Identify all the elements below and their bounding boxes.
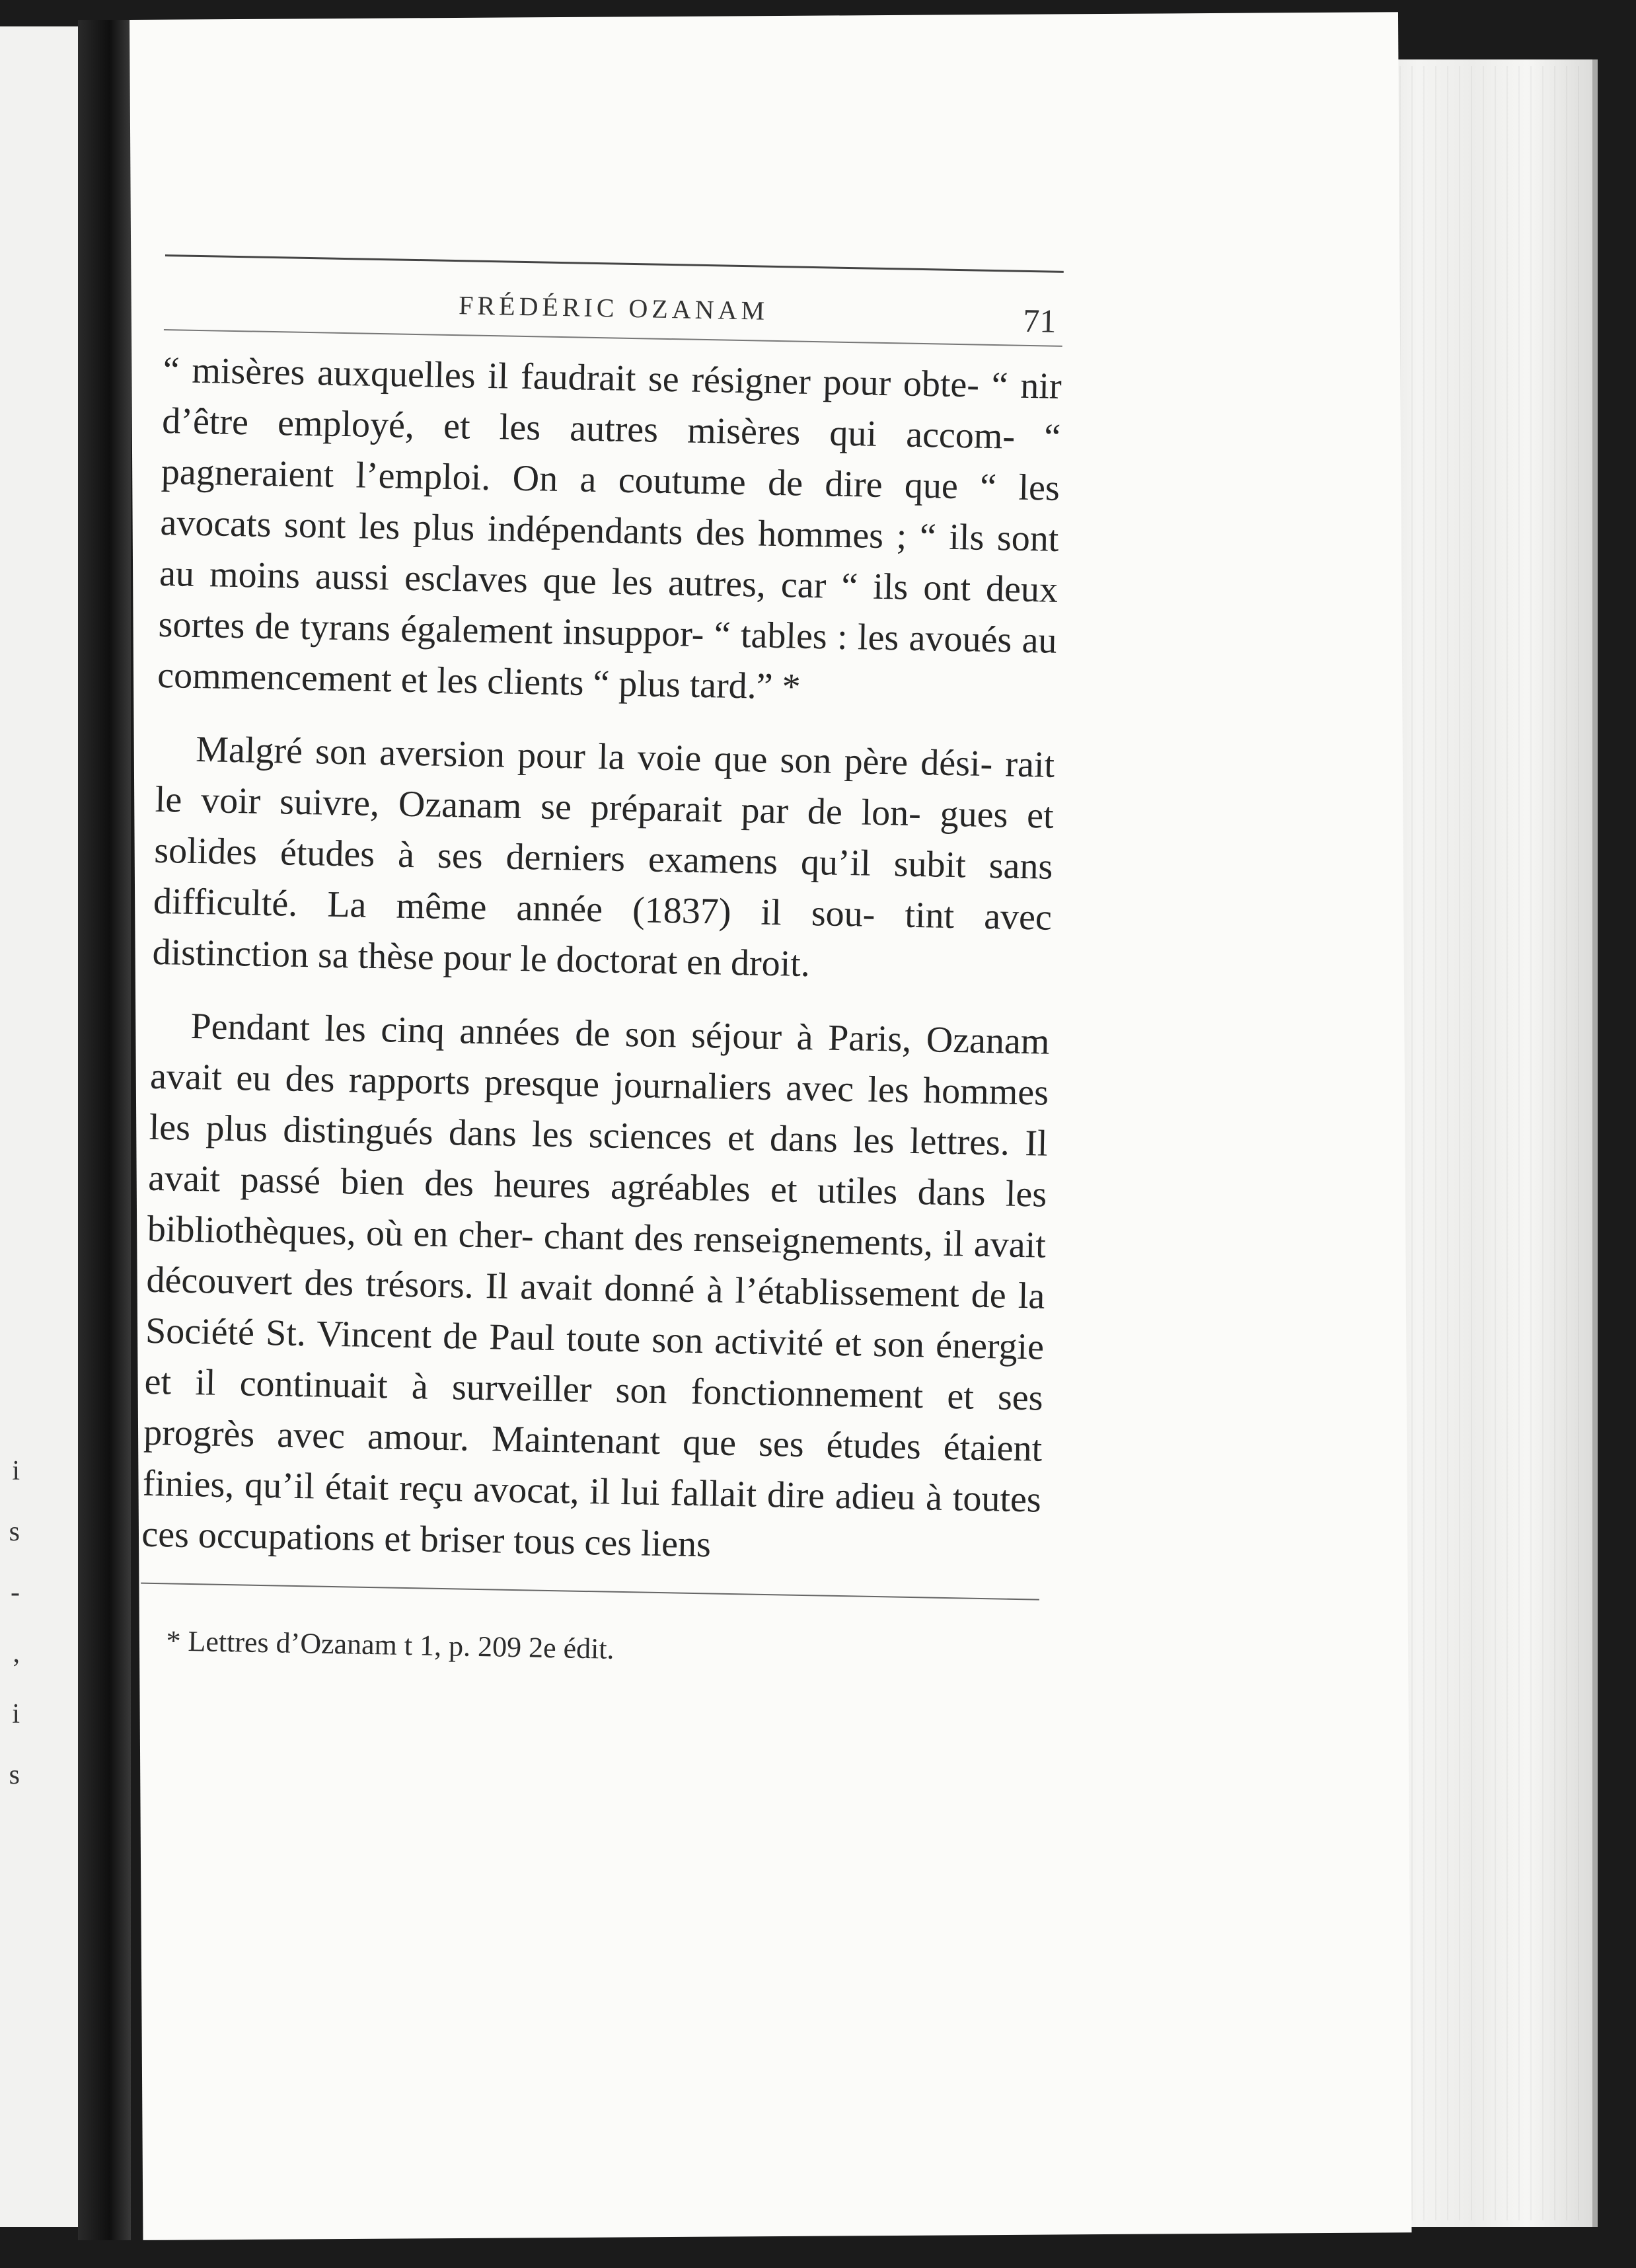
page-stack-lines	[1388, 66, 1579, 2220]
book-gutter	[78, 20, 131, 2240]
margin-fragment: ,	[13, 1638, 20, 1669]
margin-fragment: i	[12, 1699, 20, 1729]
footnote: * Lettres d’Ozanam t 1, p. 209 2e édit.	[166, 1624, 615, 1665]
previous-page-margin-text	[0, 1441, 20, 1805]
paragraph: Malgré son aversion pour la voie que son père dési- rait le voir suivre, Ozanam se préparait par de lon- gues et solides études à ses derniers examens qu’il subit sans difficulté. La même année (1837) il sou- tint avec distinction sa thèse pour le doctorat en droit.	[152, 728, 1055, 985]
page-content	[139, 254, 1064, 1674]
previous-page	[0, 26, 86, 2227]
paragraph-quote: “ misères auxquelles il faudrait se résigner pour obte- “ nir d’être employé, et les autres misères qui accom- “ pagneraient l’emploi. On a coutume de dire que “ les avocats sont les plus indépendants des hommes ; “ ils sont au moins aussi esclaves que les autres, car “ ils ont deux sortes de tyrans également insuppor- “ tables : les avoués au commencement et les clients “ plus tard.” *	[157, 349, 1062, 708]
body-text	[141, 345, 1062, 1577]
footnote-rule	[141, 1583, 1039, 1601]
page-number: 71	[1022, 301, 1057, 340]
running-title: FRÉDÉRIC OZANAM	[458, 290, 769, 326]
margin-fragment: s	[9, 1517, 20, 1547]
margin-fragment: s	[9, 1760, 20, 1790]
margin-fragment: -	[11, 1577, 20, 1608]
margin-fragment: i	[12, 1456, 20, 1486]
paragraph: Pendant les cinq années de son séjour à Paris, Ozanam avait eu des rapports presque journaliers avec les hommes les plus distingués dans les sciences et dans les lettres. Il avait passé bien des heures agréables et utiles dans les bibliothèques, où en cher- chant des renseignements, il avait découvert des trésors. Il avait donné à l’établissement de la Société St. Vincent de Paul toute son activité et son énergie et il continuait à surveiller son fonctionnement et ses progrès avec amour. Maintenant que ses études étaient finies, qu’il était reçu avocat, il lui fallait dire adieu à toutes ces occupations et briser tous ces liens	[141, 1005, 1050, 1566]
